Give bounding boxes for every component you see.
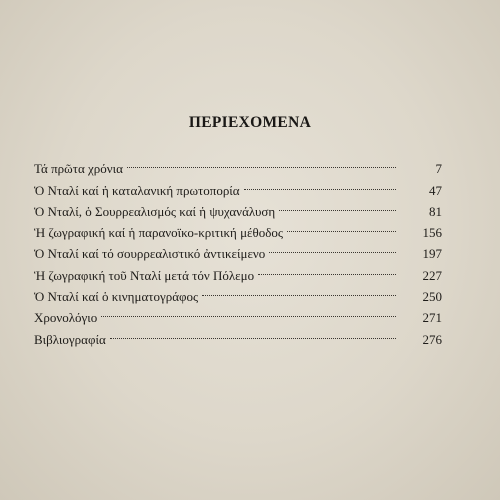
toc-entry-title: Χρονολόγιο	[34, 310, 98, 326]
contents-heading: ΠΕΡΙΕΧΟΜΕΝΑ	[188, 114, 312, 131]
dot-leader	[110, 322, 402, 343]
toc-entry-page: 276	[422, 331, 442, 347]
toc-entry-title: Βιβλιογραφία	[34, 331, 106, 347]
dot-leader	[269, 237, 402, 258]
dot-leader	[244, 173, 402, 194]
toc-entry	[34, 152, 442, 177]
toc-entry-title: Ἡ ζωγραφική καί ἡ παρανοϊκο-κριτική μέθοδος	[34, 225, 284, 241]
toc-entry-title: Τά πρῶτα χρόνια	[34, 161, 123, 177]
toc-entry-page: 227	[422, 267, 442, 283]
dot-leader	[279, 195, 402, 216]
toc-entry-page: 47	[429, 182, 442, 198]
toc-entry-page: 156	[422, 225, 442, 241]
table-of-contents	[34, 152, 442, 347]
toc-entry-title: Ἡ ζωγραφική τοῦ Νταλί μετά τόν Πόλεμο	[34, 267, 255, 283]
toc-entry-title: Ὁ Νταλί καί τό σουρρεαλιστικό ἀντικείμενο	[34, 246, 266, 262]
dot-leader	[101, 301, 402, 322]
dot-leader	[287, 216, 402, 237]
toc-entry-page: 7	[435, 161, 442, 177]
toc-entry-title: Ὁ Νταλί καί ἡ καταλανική πρωτοπορία	[34, 182, 240, 198]
toc-entry-page: 250	[422, 289, 442, 305]
dot-leader	[127, 152, 402, 173]
toc-entry-page: 81	[429, 203, 442, 219]
dot-leader	[202, 280, 402, 301]
toc-entry-title: Ὁ Νταλί, ὁ Σουρρεαλισμός καί ἡ ψυχανάλυση	[34, 203, 276, 219]
dot-leader	[258, 258, 402, 279]
toc-entry-title: Ὁ Νταλί καί ὁ κινηματογράφος	[34, 289, 199, 305]
toc-entry-page: 271	[422, 310, 442, 326]
toc-entry-page: 197	[422, 246, 442, 262]
